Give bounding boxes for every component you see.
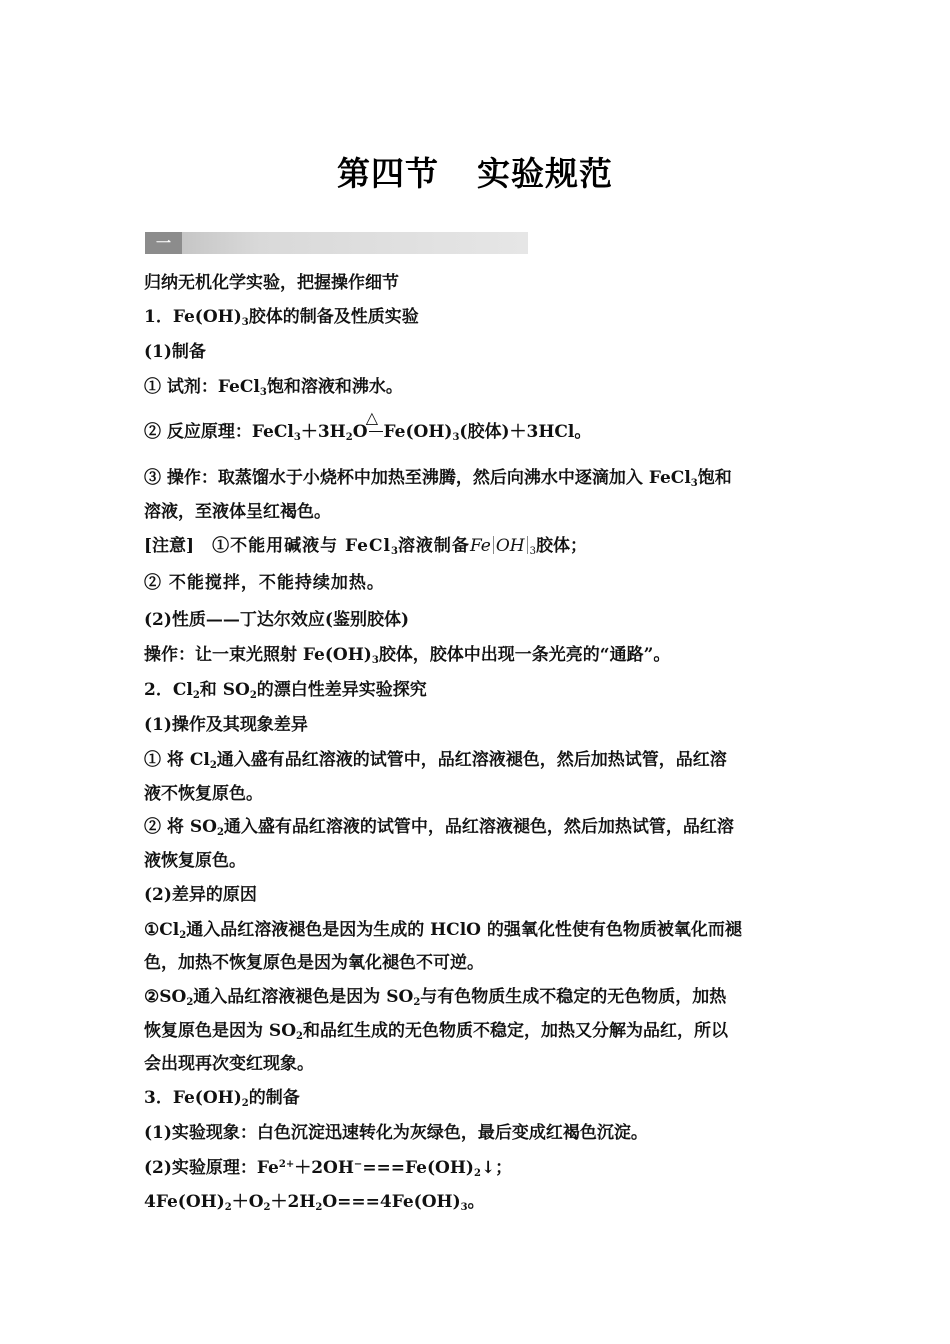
text-line: ① 将 $Cl_2$通入盛有品红溶液的试管中，品红溶液褪色，然后加热试管，品红溶 [144, 750, 727, 771]
text-line: (1)实验现象：白色沉淀迅速转化为灰绿色，最后变成红褐色沉淀。 [144, 1123, 648, 1143]
text-line: 会出现再次变红现象。 [144, 1054, 314, 1074]
section-number-badge: 一 [145, 232, 182, 254]
title-part-1: 第四节 [337, 154, 439, 193]
text-line: $②SO_2$通入品红溶液褪色是因为 $SO_2$与有色物质生成不稳定的无色物质，加热 [144, 987, 727, 1008]
note-line-2: ② 不能搅拌，不能持续加热。 [144, 573, 385, 593]
page-title [0, 148, 950, 195]
subsection-title-2: 2．$Cl_2$和 $SO_2$的漂白性差异实验探究 [144, 680, 427, 701]
section-heading: 归纳无机化学实验，把握操作细节 [144, 273, 399, 293]
text-line: 液不恢复原色。 [144, 784, 263, 804]
note-line: [注意] ①不能用碱液与 FeCl$_3$溶液制备Fe OH $_3$胶体； [144, 536, 588, 557]
paragraph-heading: (2)性质——丁达尔效应(鉴别胶体) [144, 610, 410, 630]
text-line: 色，加热不恢复原色是因为氧化褪色不可逆。 [144, 953, 484, 973]
text-line: $①Cl_2$通入品红溶液褪色是因为生成的 HClO 的强氧化性使有色物质被氧化而褪 [144, 920, 742, 941]
paragraph-heading: (1)制备 [144, 342, 206, 362]
reaction-equation: (2)实验原理：$Fe^{2+}+2OH^-===Fe(OH)_2↓$； [144, 1158, 513, 1179]
text-line: 操作：让一束光照射 $Fe(OH)_3$胶体，胶体中出现一条光亮的“通路”。 [144, 645, 671, 666]
reaction-equation: ② 反应原理：$FeCl_3+3H_2O$ △ $Fe(OH)_3$(胶体)＋3HCl。 [144, 408, 592, 443]
text-line: 溶液，至液体呈红褐色。 [144, 502, 331, 522]
section-header-bar [145, 232, 528, 254]
text-line: ② 将 $SO_2$通入盛有品红溶液的试管中，品红溶液褪色，然后加热试管，品红溶 [144, 817, 734, 838]
reaction-equation: $4Fe(OH)_2+O_2+2H_2O===4Fe(OH)_3$。 [144, 1192, 485, 1213]
text-line: 液恢复原色。 [144, 851, 246, 871]
note-label: [注意] [144, 536, 195, 556]
subsection-title-1: 1．$Fe(OH)_3$胶体的制备及性质实验 [144, 307, 419, 328]
text-line: ③ 操作：取蒸馏水于小烧杯中加热至沸腾，然后向沸水中逐滴加入 FeCl$_3$饱和 [144, 468, 732, 489]
text-line: ① 试剂：FeCl$_3$饱和溶液和沸水。 [144, 377, 403, 398]
subsection-title-3: 3．$Fe(OH)_2$的制备 [144, 1088, 300, 1109]
paragraph-heading: (2)差异的原因 [144, 885, 257, 905]
paragraph-heading: (1)操作及其现象差异 [144, 715, 308, 735]
title-part-2: 实验规范 [477, 154, 613, 193]
heat-symbol: △ [365, 408, 379, 427]
text-line: 恢复原色是因为 $SO_2$和品红生成的无色物质不稳定，加热又分解为品红，所以 [144, 1021, 728, 1042]
